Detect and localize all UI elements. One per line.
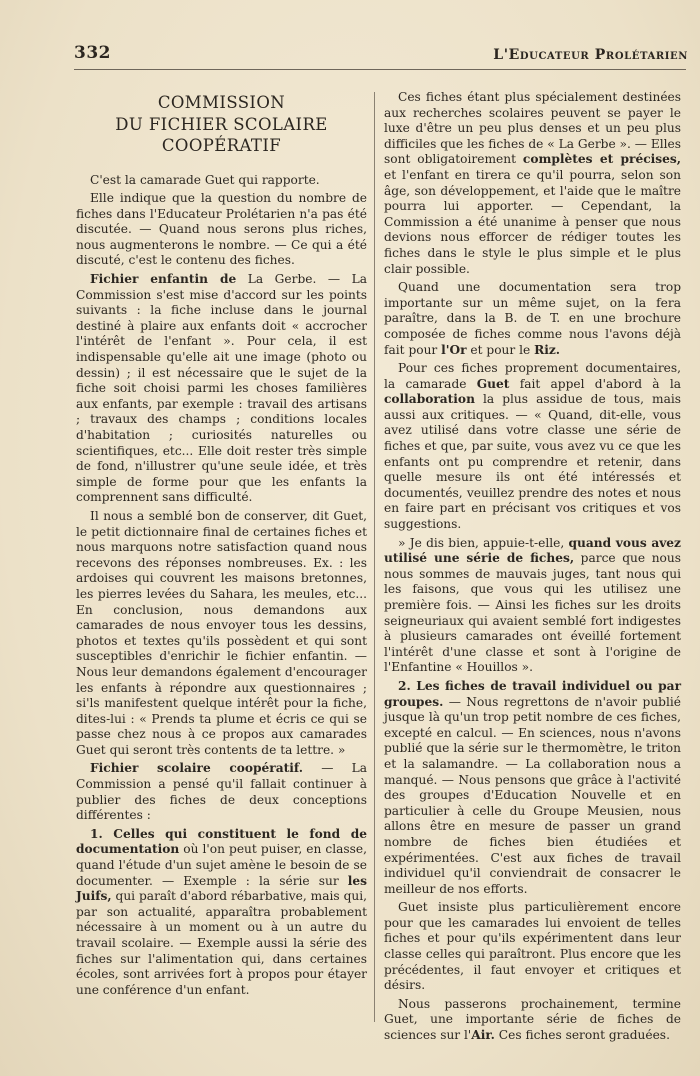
right-column [384, 90, 681, 1047]
paragraph-text: Il nous a semblé bon de conserver, dit Guet, le petit dictionnaire final de certaines fiches et nous marquons notre satisfaction quand nous recevons des réponses nombreuses. Ex. : les ardoises qui couvrent les maisons bretonnes, les pierres levées du Sahara, les meules, etc... En conclusion, nous demandons aux camarades de nous envoyer tous les dessins, photos et textes qu'ils possèdent et qui sont susceptibles d'enrichir le fichier enfantin. — Nous leur demandons également d'encourager les enfants à répondre aux questionnaires ; si'ls manifestent quelque intérêt pour la fiche, dites-lui : « Prends ta plume et écris ce qui se passe chez nous à ce propos aux camarades Guet qui seront très contents de ta lettre. » [76, 508, 367, 757]
paragraph-text: et pour le [466, 342, 535, 357]
column-divider [374, 92, 375, 1022]
paragraph [384, 997, 681, 1044]
paragraph-text: » Je dis bien, appuie-t-elle, [398, 535, 569, 550]
left-column [76, 90, 367, 1001]
paragraph-text: Ces fiches étant plus spécialement destinées aux recherches scolaires peuvent se payer le luxe d'être un peu plus denses et un peu plus difficiles que les fiches de « La Gerbe ». — Elles sont obligatoirement [384, 90, 681, 167]
page-number: 332 [74, 43, 111, 63]
title-line-1: COMMISSION [157, 93, 286, 112]
paragraph-text: Pour ces fiches proprement documentaires, la camarade [384, 361, 681, 391]
emphasis: l'Or [441, 342, 467, 357]
paragraph [76, 761, 367, 823]
paragraph [76, 509, 367, 759]
paragraph [384, 90, 681, 277]
paragraph-text: La Gerbe. — La Commission s'est mise d'accord sur les points suivants : la fiche incluse dans le journal destiné à plaire aux enfants doit « accrocher l'intérêt de l'enfant ». Pour cela, il est indispensable qu'elle ait une image (photo ou dessin) ; il est nécessaire que le sujet de la fiche soit choisi parmi les choses familières aux enfants, par exemple : travail des artisans ; travaux des champs ; conditions locales d'habitation ; curiosités naturelles ou scientifiques, etc... Elle doit rester très simple de fond, n'illustrer qu'une seule idée, et très simple de forme pour que les enfants la comprennent sans difficulté. [76, 272, 367, 505]
paragraph-text: C'est la camarade Guet qui rapporte. [90, 172, 320, 187]
emphasis: les Juifs, [76, 873, 367, 904]
paragraph-text: et l'enfant en tirera ce qu'il pourra, selon son âge, son développement, et l'aide que le maître pourra lui apporter. — Cependant, la Commission a été unanime à penser que nous devions nous efforcer de rédiger toutes les fiches dans le style le plus simple et le plus clair possible. [384, 167, 681, 276]
paragraph-text: Nous passerons prochainement, termine Guet, une importante série de fiches de sciences sur l' [384, 996, 681, 1043]
emphasis: complètes et précises, [522, 152, 681, 167]
paragraph [384, 536, 681, 676]
paragraph-text: Quand une documentation sera trop importante sur un même sujet, on la fera paraître, dans la B. de T. en une brochure composée de fiches comme nous l'avons déjà fait pour [384, 280, 681, 357]
paragraph [76, 173, 367, 189]
paragraph-text: Ces fiches seront graduées. [494, 1028, 670, 1043]
paragraph-text: la plus assidue de tous, mais aussi aux critiques. — « Quand, dit-elle, vous avez utilisé dans votre classe une série de fiches et que, par suite, vous avez vu ce que les enfants ont pu comprendre et retenir, dans quelle mesure ils ont été intéressés et documentés, veuillez prendre des notes et nous en faire part en précisant vos critiques et vos suggestions. [384, 392, 681, 532]
paragraph-text: fait appel d'abord à la [509, 376, 681, 391]
paragraph-text: parce que nous nous sommes de mauvais juges, tant nous qui les faisons, que vous qui les utilisez une première fois. — Ainsi les fiches sur les droits seigneuriaux qui avaient semblé fort indigestes à plusieurs camarades ont éveillé fortement l'intérêt d'une classe et sont à l'origine de l'Enfantine « Houillos ». [384, 551, 681, 675]
header-rule [74, 69, 686, 70]
emphasis: Guet [476, 376, 510, 391]
paragraph-text: Elle indique que la question du nombre de fiches dans l'Educateur Prolétarien n'a pas été discutée. — Quand nous serons plus riches, nous augmenterons le nombre. — Ce qui a été discuté, c'est le contenu des fiches. [76, 191, 367, 268]
paragraph [76, 827, 367, 999]
paragraph-text: — Nous regrettons de n'avoir publié jusque là qu'un trop petit nombre de ces fiches, excepté en calcul. — En sciences, nous n'avons publié que la série sur le thermomètre, le triton et la salamandre. — La collaboration nous a manqué. — Nous pensons que grâce à l'activité des groupes d'Education Nouvelle et en particulier à celle du Groupe Meusien, nous allons être en mesure de passer un grand nombre de fiches bien étudiées et expérimentées. C'est aux fiches de travail individuel qu'il conviendrait de consacrer le meilleur de nos efforts. [384, 694, 681, 896]
paragraph [384, 679, 681, 897]
paragraph [76, 191, 367, 269]
section-heading: 2. Les fiches de travail individuel ou par groupes. [384, 678, 681, 709]
section-heading: Fichier enfantin de [90, 272, 237, 287]
paragraph-text: où l'on peut puiser, en classe, quand l'étude d'un sujet amène le besoin de se documenter. — Exemple : la série sur [76, 842, 367, 888]
section-heading: Fichier scolaire coopératif. [90, 761, 303, 776]
paragraph-text: — La Commission a pensé qu'il fallait continuer à publier des fiches de deux conceptions différentes : [76, 761, 368, 823]
paragraph [384, 361, 681, 533]
section-heading: 1. Celles qui constituent le fond de documentation [76, 826, 367, 857]
emphasis: collaboration [384, 392, 475, 407]
paragraph [384, 900, 681, 994]
title-line-3: COOPÉRATIF [161, 136, 282, 155]
emphasis: quand vous avez utilisé une série de fiches, [384, 535, 681, 566]
title-line-2: DU FICHIER SCOLAIRE [115, 114, 328, 134]
article-title [76, 92, 367, 157]
paragraph-text: Guet insiste plus particulièrement encore pour que les camarades lui envoient de telles fiches et pour qu'ils expérimentent dans leur classe celles qui paraîtront. Plus encore que les précédentes, il faut envoyer et critiques et désirs. [384, 900, 681, 993]
paragraph [76, 272, 367, 506]
journal-title: L'Educateur Prolétarien [493, 47, 688, 63]
paragraph-text: qui paraît d'abord rébarbative, mais qui, par son actualité, apparaîtra probablement nécessaire à un moment ou à un autre du travail scolaire. — Exemple aussi la série des fiches sur l'alimentation qui, dans certaines écoles, sont arrivées fort à propos pour étayer une conférence d'un enfant. [76, 889, 367, 997]
paragraph [384, 280, 681, 358]
page-header [74, 43, 688, 67]
emphasis: Riz. [534, 342, 561, 357]
emphasis: Air. [471, 1028, 495, 1043]
